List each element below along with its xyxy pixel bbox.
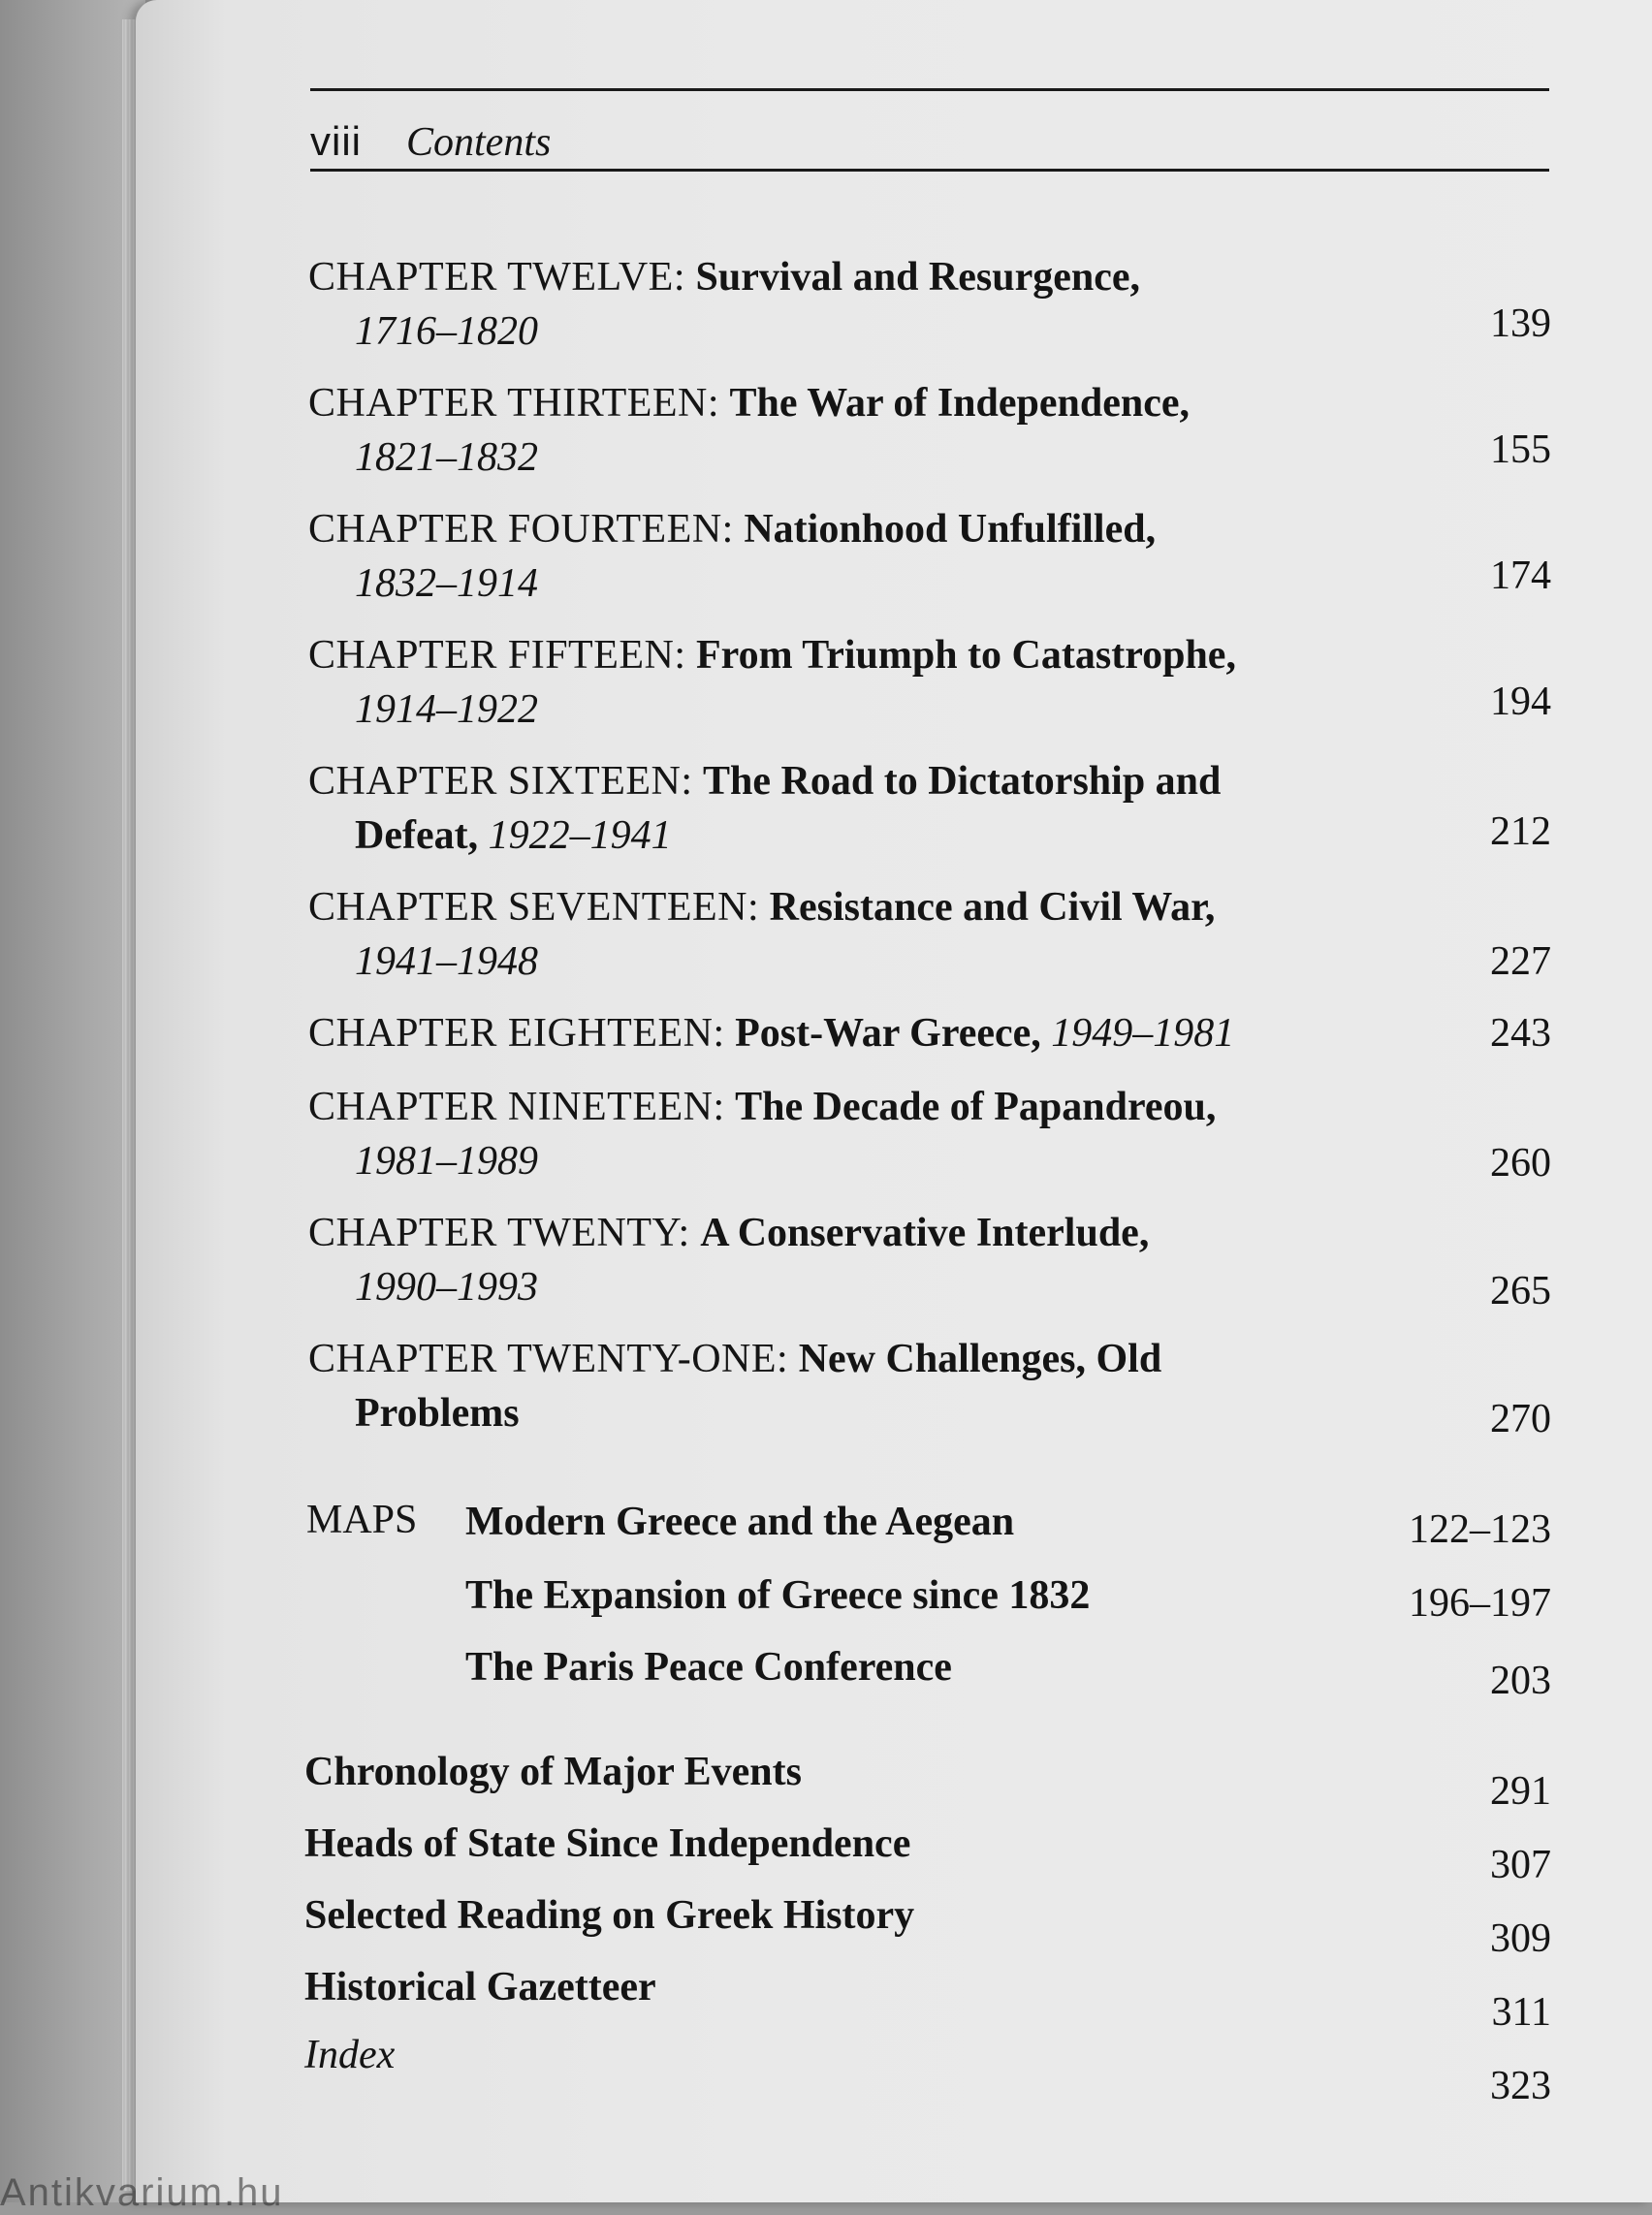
page-number: 265 [1490,1269,1551,1313]
page-number: 260 [1490,1141,1551,1186]
chapter-title: From Triumph to Catastrophe, [696,633,1236,678]
map-page-number: 196–197 [1409,1581,1551,1626]
toc-entry-gazetteer[interactable]: Historical Gazetteer [304,1965,656,2009]
chapter-label: CHAPTER FIFTEEN: [308,633,686,678]
toc-entry-index[interactable]: Index [304,2033,396,2077]
maps-label: MAPS [306,1498,418,1542]
map-page-number: 203 [1490,1659,1551,1703]
page-number: 139 [1490,301,1551,346]
chapter-label: CHAPTER SEVENTEEN: [308,885,760,930]
header-rule-bottom [310,169,1549,172]
toc-entry-chapter-21[interactable] [308,1332,1551,1440]
chapter-title: Nationhood Unfulfilled, [744,507,1157,552]
header-title: Contents [406,120,552,165]
page-number: 311 [1491,1990,1551,2035]
chapter-title: Survival and Resurgence, [695,255,1141,300]
chapter-label: CHAPTER TWENTY-ONE: [308,1337,789,1381]
toc-entry-chapter-13[interactable] [308,376,1551,485]
chapter-dates: 1922–1941 [488,813,672,858]
header-rule-top [310,88,1549,91]
map-item[interactable]: The Paris Peace Conference [465,1645,952,1690]
toc-entry-chapter-19[interactable] [308,1080,1551,1188]
chapter-title: A Conservative Interlude, [700,1211,1150,1255]
chapter-title: Post-War Greece, [735,1011,1041,1056]
chapter-dates: 1821–1832 [355,435,538,480]
map-page-number: 122–123 [1409,1507,1551,1552]
chapter-label: CHAPTER THIRTEEN: [308,381,720,426]
chapter-title: The Decade of Papandreou, [735,1085,1217,1129]
chapter-dates: 1914–1922 [355,687,538,732]
watermark: Antikvarium.hu [0,2171,284,2214]
toc-entry-chapter-12[interactable] [308,250,1551,359]
toc-entry-chronology[interactable]: Chronology of Major Events [304,1750,802,1794]
chapter-title: The War of Independence, [729,381,1191,426]
toc-entry-heads-of-state[interactable]: Heads of State Since Independence [304,1821,911,1866]
chapter-label: CHAPTER NINETEEN: [308,1085,725,1129]
chapter-title: The Road to Dictatorship and [703,759,1222,804]
page-number: 194 [1490,680,1551,724]
page-number: 155 [1490,427,1551,472]
chapter-title-continued: Defeat, [355,813,479,858]
toc-entry-chapter-15[interactable] [308,628,1551,737]
chapter-dates: 1716–1820 [355,309,538,354]
chapter-dates: 1832–1914 [355,561,538,606]
toc-entry-selected-reading[interactable]: Selected Reading on Greek History [304,1893,915,1938]
chapter-label: CHAPTER FOURTEEN: [308,507,734,552]
running-header [310,118,551,166]
chapter-dates: 1981–1989 [355,1139,538,1184]
header-page-number: viii [310,118,362,164]
chapter-title: New Challenges, Old [798,1337,1162,1381]
page-number: 174 [1490,554,1551,598]
map-item[interactable]: Modern Greece and the Aegean [465,1500,1015,1544]
chapter-dates: 1949–1981 [1051,1011,1235,1056]
toc-entry-chapter-17[interactable] [308,880,1551,989]
toc-entry-chapter-16[interactable] [308,754,1551,863]
chapter-dates: 1990–1993 [355,1265,538,1310]
chapter-label: CHAPTER EIGHTEEN: [308,1011,725,1056]
toc-entry-chapter-14[interactable] [308,502,1551,611]
page-number: 291 [1490,1769,1551,1814]
map-item[interactable]: The Expansion of Greece since 1832 [465,1573,1091,1618]
page-number: 323 [1490,2064,1551,2108]
chapter-label: CHAPTER TWELVE: [308,255,686,300]
toc-entry-chapter-20[interactable] [308,1206,1551,1314]
page-number: 307 [1490,1843,1551,1887]
chapter-label: CHAPTER TWENTY: [308,1211,690,1255]
chapter-label: CHAPTER SIXTEEN: [308,759,693,804]
page-number: 309 [1490,1916,1551,1961]
page-number: 270 [1490,1397,1551,1441]
chapter-title: Resistance and Civil War, [769,885,1216,930]
page-number: 243 [1490,1011,1551,1056]
chapter-title-continued: Problems [355,1391,520,1436]
toc-entry-chapter-18[interactable] [308,1006,1551,1060]
page-number: 227 [1490,939,1551,984]
page-number: 212 [1490,809,1551,854]
chapter-dates: 1941–1948 [355,939,538,984]
